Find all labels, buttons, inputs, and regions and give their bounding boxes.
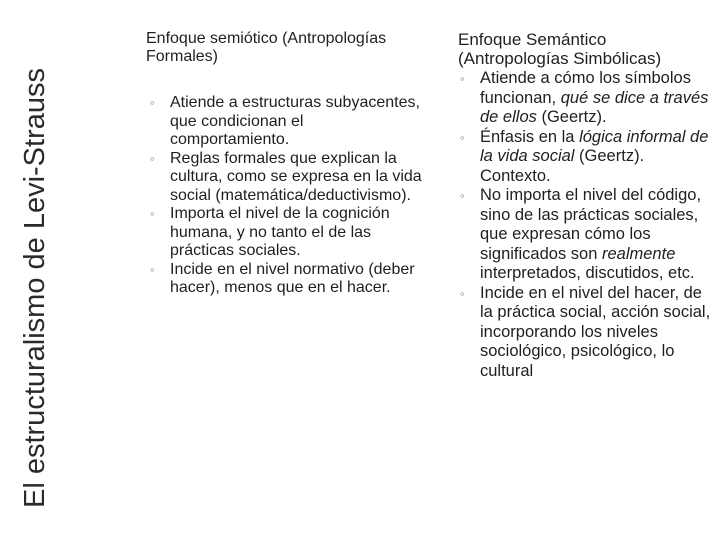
item-text: interpretados, discutidos, etc. [480,264,695,282]
item-text: Incide en el nivel del hacer, de la práctica social, acción social, incorporando los niveles sociológico, psicológico, lo cultural [480,283,711,380]
item-text: Atiende a cómo los símbolos funcionan, [480,69,691,107]
item-text: No importa el nivel del código, sino de las prácticas sociales, que expresan cómo los significados son [480,186,702,263]
sub-bullet-icon: ◦ [460,285,465,301]
right-heading [434,30,714,68]
left-column [122,30,422,298]
sub-bullet-icon: ◦ [460,129,465,145]
sub-bullet-icon: ◦ [150,206,155,221]
sub-bullet-icon: ◦ [460,71,465,86]
side-title: El estructuralismo de Levi-Strauss [19,68,51,508]
list-item [148,261,422,298]
right-heading-text: Enfoque Semántico (Antropologías Simbólicas) [458,30,662,68]
list-item [148,205,422,261]
item-text: Énfasis en la [480,127,580,146]
list-item [148,94,422,150]
list-item [148,150,422,206]
right-column [434,30,714,381]
emphasis-text: lógica informal de la vida social [480,127,709,165]
left-heading [122,30,422,66]
left-list [122,94,422,298]
emphasis-text: qué se dice a través de ellos [480,88,709,126]
emphasis-text: realmente [602,244,676,263]
list-item [458,186,714,284]
item-text: Importa el nivel de la cognición humana, y no tanto el de las prácticas sociales. [170,205,390,259]
item-text: Atiende a estructuras subyacentes, que condicionan el comportamiento. [170,94,420,148]
right-list [434,69,714,381]
item-text: Incide en el nivel normativo (deber hacer), menos que en el hacer. [170,260,415,296]
sub-bullet-icon: ◦ [150,261,155,277]
sub-bullet-icon: ◦ [150,150,155,166]
list-item [458,128,714,187]
list-item [458,69,714,128]
left-heading-text: Enfoque semiótico (Antropologías Formales) [146,30,387,65]
sub-bullet-icon: ◦ [460,188,465,203]
item-text: Reglas formales que explican la cultura, como se expresa en la vida social (matemática/deductivismo). [170,149,422,204]
item-text: (Geertz). [536,108,607,126]
item-text: (Geertz). Contexto. [480,147,645,185]
list-item [458,284,714,382]
sub-bullet-icon: ◦ [150,95,155,110]
